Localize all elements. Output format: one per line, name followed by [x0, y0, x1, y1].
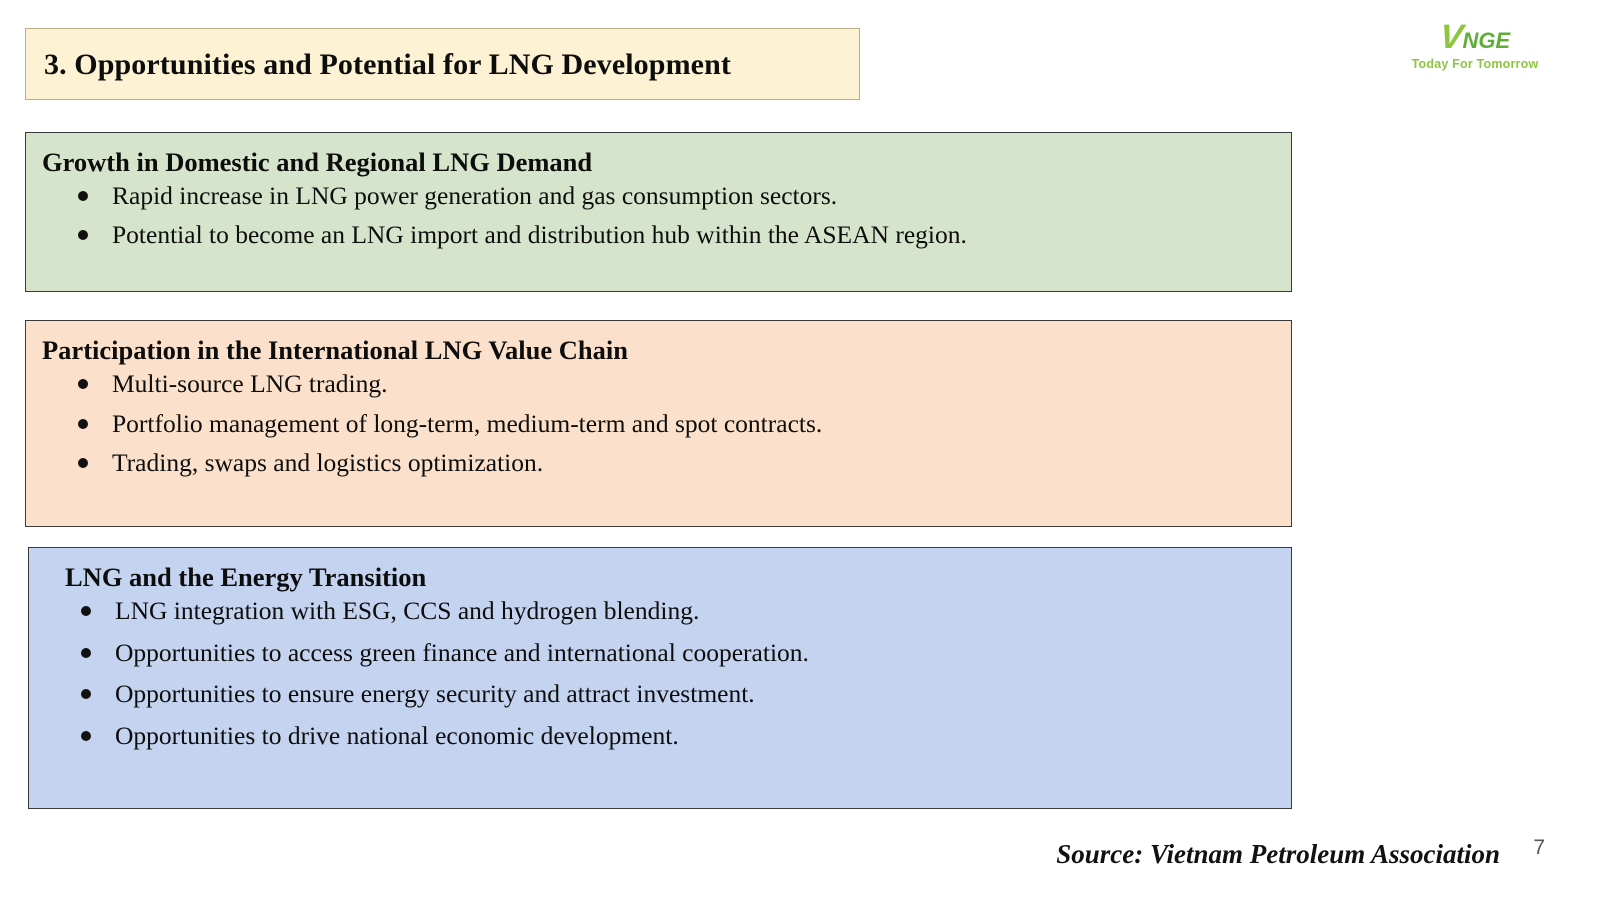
slide-title-box — [25, 28, 860, 100]
list-item-text: LNG integration with ESG, CCS and hydrogen blending. — [115, 596, 700, 626]
logo-letter-v: V — [1437, 18, 1464, 56]
bullet-dot-icon — [81, 648, 91, 658]
section-heading-demand: Growth in Domestic and Regional LNG Demand — [42, 147, 593, 177]
list-item-text: Rapid increase in LNG power generation and gas consumption sectors. — [112, 181, 838, 211]
bullet-list-demand — [40, 183, 1277, 247]
section-card-demand — [25, 132, 1292, 292]
source-note: Source: Vietnam Petroleum Association — [1056, 839, 1500, 869]
list-item-text: Opportunities to drive national economic development. — [115, 720, 679, 750]
logo-tagline: Today For Tomorrow — [1411, 57, 1539, 71]
list-item — [43, 637, 1277, 667]
bullet-dot-icon — [81, 689, 91, 699]
list-item — [40, 450, 1277, 476]
bullet-dot-icon — [78, 419, 88, 429]
list-item — [40, 183, 1277, 209]
bullet-dot-icon — [81, 731, 91, 741]
bullet-dot-icon — [78, 230, 88, 240]
page-title: 3. Opportunities and Potential for LNG Development — [44, 47, 731, 81]
bullet-list-value-chain — [40, 371, 1277, 476]
list-item — [40, 219, 1277, 249]
list-item-text: Opportunities to access green finance and international cooperation. — [115, 637, 809, 667]
list-item — [43, 720, 1277, 750]
list-item — [40, 371, 1277, 397]
bullet-dot-icon — [78, 458, 88, 468]
bullet-list-energy-transition — [43, 598, 1277, 748]
bullet-dot-icon — [81, 606, 91, 616]
section-card-value-chain — [25, 320, 1292, 527]
list-item — [40, 408, 1277, 438]
page-number: 7 — [1533, 836, 1545, 859]
list-item-text: Trading, swaps and logistics optimization. — [112, 448, 544, 478]
section-heading-energy-transition: LNG and the Energy Transition — [65, 562, 427, 592]
list-item — [43, 681, 1277, 707]
list-item-text: Potential to become an LNG import and distribution hub within the ASEAN region. — [112, 219, 967, 249]
section-card-energy-transition — [28, 547, 1292, 809]
list-item-text: Multi-source LNG trading. — [112, 369, 388, 399]
logo-letters-nge: NGE — [1462, 28, 1511, 53]
bullet-dot-icon — [78, 379, 88, 389]
list-item-text: Portfolio management of long-term, medium-term and spot contracts. — [112, 408, 823, 438]
list-item-text: Opportunities to ensure energy security and attract investment. — [115, 679, 755, 709]
bullet-dot-icon — [78, 191, 88, 201]
section-heading-value-chain: Participation in the International LNG Value Chain — [42, 335, 629, 365]
company-logo — [1390, 20, 1560, 71]
list-item — [43, 598, 1277, 624]
logo-wordmark — [1390, 20, 1560, 54]
